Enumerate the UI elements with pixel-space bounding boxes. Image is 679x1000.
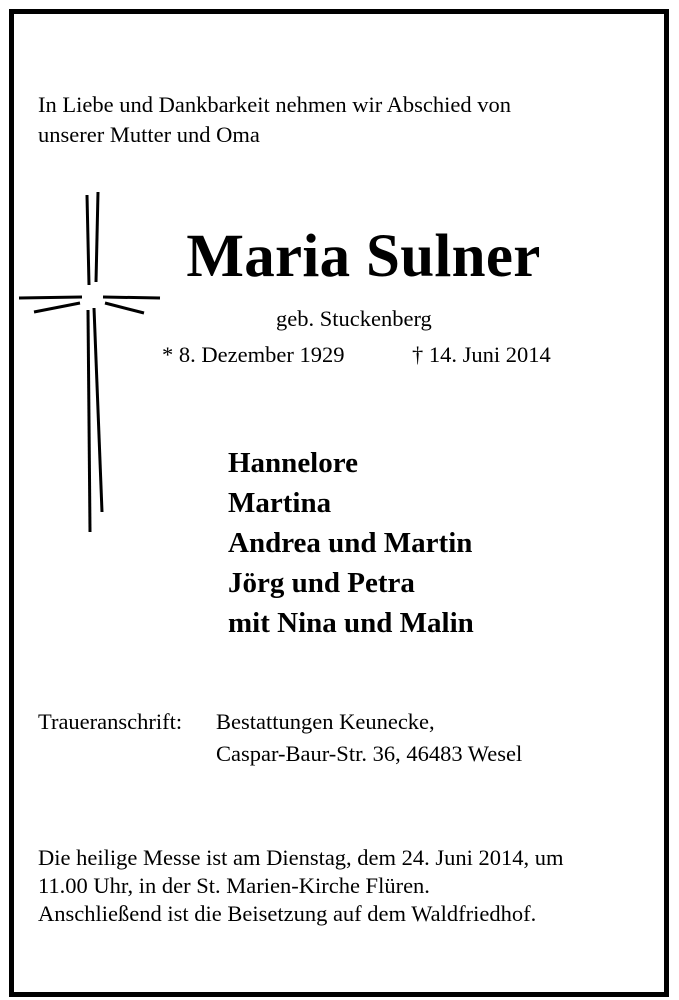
mass-line-3: Anschließend ist die Beisetzung auf dem Waldfriedhof. xyxy=(38,901,537,926)
birth-date: * 8. Dezember 1929 xyxy=(162,342,345,367)
family-member: Hannelore xyxy=(228,447,358,479)
mass-line-2: 11.00 Uhr, in der St. Marien-Kirche Flüren. xyxy=(38,873,430,898)
family-member: Jörg und Petra xyxy=(228,567,415,599)
mass-line-1: Die heilige Messe ist am Dienstag, dem 24. Juni 2014, um xyxy=(38,845,564,870)
family-member: mit Nina und Malin xyxy=(228,607,474,639)
intro-line-1: In Liebe und Dankbarkeit nehmen wir Abschied von xyxy=(38,92,511,117)
mass-info xyxy=(38,844,564,928)
intro-line-2: unserer Mutter und Oma xyxy=(38,122,260,147)
family-member: Andrea und Martin xyxy=(228,527,473,559)
address-line-2: Caspar-Baur-Str. 36, 46483 Wesel xyxy=(216,741,523,766)
deceased-name: Maria Sulner xyxy=(186,223,541,290)
intro-text xyxy=(38,90,511,150)
family-member: Martina xyxy=(228,487,332,519)
death-date: † 14. Juni 2014 xyxy=(412,342,551,367)
address-label: Traueranschrift: xyxy=(38,709,183,734)
birth-name: geb. Stuckenberg xyxy=(276,306,432,331)
address-line-1: Bestattungen Keunecke, xyxy=(216,709,435,734)
family-list xyxy=(228,443,474,643)
